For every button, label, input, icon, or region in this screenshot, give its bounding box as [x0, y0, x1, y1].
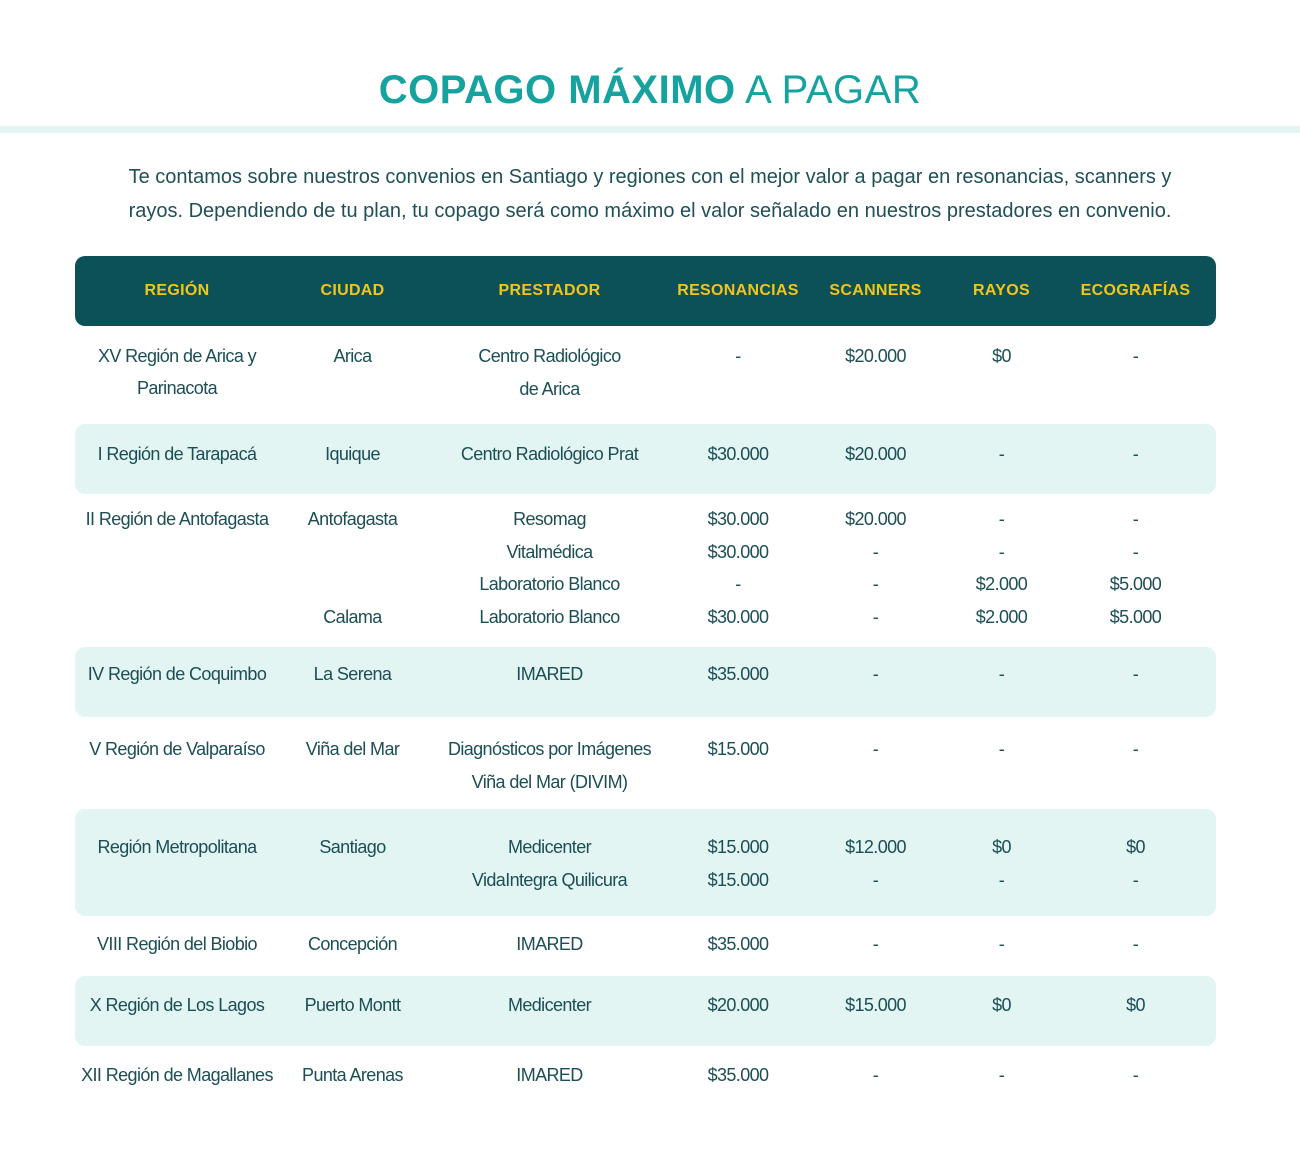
provider-name: Centro Radiológico: [478, 346, 621, 366]
region-name: I Región de Tarapacá: [97, 444, 257, 464]
ecografias-cell: [1055, 831, 1216, 896]
price-value: $5.000: [1109, 574, 1162, 594]
region-cell: [75, 1059, 279, 1091]
provider-name: VidaIntegra Quilicura: [471, 869, 628, 890]
resonancias-cell: [673, 831, 803, 896]
price-value: -: [735, 346, 741, 366]
price-value: $35.000: [707, 934, 769, 954]
resonancias-cell: [673, 733, 803, 766]
provider-name: IMARED: [516, 664, 583, 684]
price-value: $12.000: [845, 837, 906, 857]
ecografias-cell: [1055, 438, 1216, 471]
city-name: Punta Arenas: [302, 1065, 403, 1085]
rayos-cell: [948, 928, 1055, 961]
ecografias-cell: [1055, 503, 1216, 633]
city-name: Antofagasta: [307, 509, 398, 529]
region-name: II Región de Antofagasta: [85, 509, 269, 529]
price-value: -: [1132, 541, 1139, 562]
ecografias-cell: [1055, 733, 1216, 766]
price-value: -: [872, 1065, 879, 1085]
rayos-cell: [948, 1059, 1055, 1092]
table-row: [75, 809, 1216, 916]
price-value: $30.000: [707, 541, 769, 562]
provider-cell: [426, 503, 673, 633]
city-cell: [279, 658, 426, 691]
provider-name: IMARED: [516, 934, 583, 954]
price-value: $0: [1126, 837, 1145, 857]
ecografias-cell: [1055, 658, 1216, 691]
price-value: $15.000: [707, 739, 769, 759]
price-value: -: [872, 664, 879, 684]
ecografias-cell: [1055, 989, 1216, 1022]
price-value: $30.000: [707, 606, 769, 627]
price-value: -: [1132, 664, 1139, 684]
price-value: $2.000: [975, 606, 1028, 627]
region-cell: [75, 438, 279, 470]
rayos-cell: [948, 503, 1055, 633]
region-name: XII Región de Magallanes: [81, 1065, 273, 1085]
price-value: $20.000: [845, 444, 906, 464]
resonancias-cell: [673, 928, 803, 961]
city-name: [279, 536, 426, 569]
table-row: [75, 916, 1216, 976]
table-row: [75, 717, 1216, 809]
copago-table: [75, 256, 1216, 1116]
price-value: -: [998, 541, 1005, 562]
price-value: -: [1132, 346, 1139, 366]
resonancias-cell: [673, 658, 803, 691]
ecografias-cell: [1055, 340, 1216, 373]
city-cell: [279, 733, 426, 766]
scanners-cell: [803, 503, 948, 633]
price-value: -: [998, 739, 1005, 759]
city-name: [279, 568, 426, 601]
intro-line-1: Te contamos sobre nuestros convenios en Santiago y regiones con el mejor valor a pagar en resonancias, scanners y: [128, 166, 1172, 188]
city-cell: [279, 503, 426, 633]
price-value: $0: [992, 995, 1011, 1015]
resonancias-cell: [673, 503, 803, 633]
title-light: A PAGAR: [745, 68, 922, 112]
provider-cell: [426, 658, 673, 691]
price-value: -: [1132, 444, 1139, 464]
price-value: $30.000: [707, 509, 769, 529]
city-name: Puerto Montt: [304, 995, 401, 1015]
title-bold: COPAGO MÁXIMO: [378, 68, 736, 112]
price-value: $5.000: [1109, 606, 1162, 627]
price-value: -: [998, 444, 1005, 464]
price-value: -: [998, 509, 1005, 529]
scanners-cell: [803, 438, 948, 471]
city-name: Calama: [323, 606, 382, 627]
price-value: -: [872, 869, 879, 890]
header-ecografias: ECOGRAFÍAS: [1080, 282, 1191, 299]
provider-cell: [426, 989, 673, 1022]
provider-name: de Arica: [519, 378, 580, 399]
city-name: Arica: [333, 346, 372, 366]
table-row: [75, 976, 1216, 1046]
provider-cell: [426, 438, 673, 471]
rayos-cell: [948, 733, 1055, 766]
resonancias-cell: [673, 989, 803, 1022]
scanners-cell: [803, 928, 948, 961]
header-ciudad: CIUDAD: [320, 282, 385, 299]
city-cell: [279, 989, 426, 1022]
city-cell: [279, 1059, 426, 1092]
header-prestador: PRESTADOR: [498, 282, 601, 299]
city-name: Viña del Mar: [305, 739, 400, 759]
table-row: [75, 1046, 1216, 1116]
price-value: $15.000: [845, 995, 906, 1015]
provider-name: IMARED: [516, 1065, 583, 1085]
price-value: $20.000: [845, 346, 906, 366]
region-cell: [75, 658, 279, 690]
region-name: IV Región de Coquimbo: [87, 664, 267, 684]
price-value: -: [872, 574, 879, 594]
scanners-cell: [803, 733, 948, 766]
price-value: $15.000: [707, 869, 769, 890]
scanners-cell: [803, 831, 948, 896]
city-cell: [279, 340, 426, 373]
provider-name: Viña del Mar (DIVIM): [471, 771, 628, 792]
intro-paragraph: [100, 160, 1200, 228]
price-value: $15.000: [707, 837, 769, 857]
price-value: -: [872, 541, 879, 562]
header-region: REGIÓN: [144, 282, 210, 299]
rayos-cell: [948, 658, 1055, 691]
city-name: Concepción: [307, 934, 398, 954]
price-value: $0: [992, 837, 1011, 857]
provider-name: Laboratorio Blanco: [479, 574, 620, 594]
scanners-cell: [803, 989, 948, 1022]
header-resonancias: RESONANCIAS: [677, 282, 799, 299]
price-value: -: [1132, 509, 1139, 529]
table-row: [75, 326, 1216, 424]
provider-name: Resomag: [513, 509, 586, 529]
provider-name: Centro Radiológico Prat: [460, 444, 639, 464]
table-header: [75, 256, 1216, 326]
price-value: $35.000: [707, 1065, 769, 1085]
region-name: X Región de Los Lagos: [89, 995, 265, 1015]
provider-name: Diagnósticos por Imágenes: [447, 739, 652, 759]
region-cell: [75, 928, 279, 960]
provider-name: Laboratorio Blanco: [479, 606, 620, 627]
price-value: -: [1132, 934, 1139, 954]
table-row: [75, 647, 1216, 717]
region-cell: [75, 831, 279, 863]
price-value: $0: [992, 346, 1011, 366]
region-name: Región Metropolitana: [97, 837, 257, 857]
resonancias-cell: [673, 1059, 803, 1092]
city-cell: [279, 831, 426, 864]
price-value: $20.000: [845, 509, 906, 529]
price-value: -: [872, 934, 879, 954]
price-value: -: [872, 739, 879, 759]
provider-cell: [426, 733, 673, 798]
city-cell: [279, 928, 426, 961]
city-cell: [279, 438, 426, 471]
scanners-cell: [803, 658, 948, 691]
provider-cell: [426, 340, 673, 405]
city-name: La Serena: [313, 664, 392, 684]
page-title: [0, 64, 1300, 116]
price-value: $2.000: [975, 574, 1028, 594]
rayos-cell: [948, 989, 1055, 1022]
region-name: V Región de Valparaíso: [89, 739, 265, 759]
price-value: -: [1132, 739, 1139, 759]
header-rayos: RAYOS: [973, 282, 1030, 299]
price-value: -: [998, 1065, 1005, 1085]
scanners-cell: [803, 340, 948, 373]
region-name: Parinacota: [136, 378, 218, 398]
price-value: -: [1132, 869, 1139, 890]
provider-cell: [426, 831, 673, 896]
resonancias-cell: [673, 340, 803, 373]
price-value: $30.000: [707, 444, 769, 464]
region-name: XV Región de Arica y: [97, 346, 257, 366]
table-row: [75, 494, 1216, 647]
rayos-cell: [948, 438, 1055, 471]
price-value: -: [998, 664, 1005, 684]
price-value: $0: [1126, 995, 1145, 1015]
price-value: -: [998, 934, 1005, 954]
rayos-cell: [948, 831, 1055, 896]
price-value: $20.000: [707, 995, 769, 1015]
region-cell: [75, 340, 279, 404]
price-value: $35.000: [707, 664, 769, 684]
provider-name: Vitalmédica: [506, 541, 593, 562]
rayos-cell: [948, 340, 1055, 373]
region-name: VIII Región del Biobio: [97, 934, 257, 954]
provider-name: Medicenter: [507, 837, 592, 857]
price-value: -: [872, 606, 879, 627]
provider-cell: [426, 928, 673, 961]
city-name: Iquique: [325, 444, 380, 464]
region-cell: [75, 733, 279, 765]
region-cell: [75, 989, 279, 1021]
price-value: -: [735, 574, 741, 594]
header-scanners: SCANNERS: [829, 282, 922, 299]
title-divider: [0, 126, 1300, 133]
price-value: -: [998, 869, 1005, 890]
provider-cell: [426, 1059, 673, 1092]
city-name: Santiago: [319, 837, 386, 857]
provider-name: Medicenter: [507, 995, 592, 1015]
intro-line-2: rayos. Dependiendo de tu plan, tu copago será como máximo el valor señalado en nuestros prestadores en convenio.: [128, 200, 1172, 222]
scanners-cell: [803, 1059, 948, 1092]
price-value: -: [1132, 1065, 1139, 1085]
ecografias-cell: [1055, 1059, 1216, 1092]
table-row: [75, 424, 1216, 494]
region-cell: [75, 503, 279, 535]
resonancias-cell: [673, 438, 803, 471]
ecografias-cell: [1055, 928, 1216, 961]
